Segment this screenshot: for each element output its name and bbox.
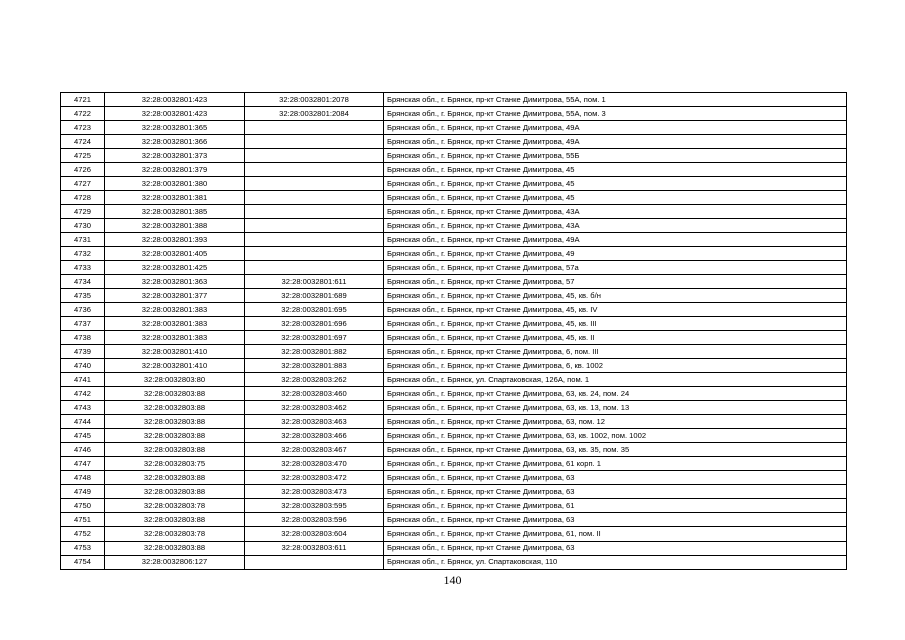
address-cell: Брянская обл., г. Брянск, пр-кт Станке Димитрова, 45, кв. б/н bbox=[384, 289, 847, 303]
object-cadastral-number-cell: 32:28:0032803:611 bbox=[245, 541, 384, 555]
row-number-cell: 4728 bbox=[61, 191, 105, 205]
table-row bbox=[61, 149, 847, 163]
land-cadastral-number-cell: 32:28:0032803:88 bbox=[105, 471, 245, 485]
land-cadastral-number-cell: 32:28:0032801:383 bbox=[105, 317, 245, 331]
land-cadastral-number-cell: 32:28:0032801:383 bbox=[105, 331, 245, 345]
address-cell: Брянская обл., г. Брянск, пр-кт Станке Димитрова, 6, пом. III bbox=[384, 345, 847, 359]
land-cadastral-number-cell: 32:28:0032803:88 bbox=[105, 429, 245, 443]
object-cadastral-number-cell: 32:28:0032803:470 bbox=[245, 457, 384, 471]
table-row bbox=[61, 401, 847, 415]
object-cadastral-number-cell: 32:28:0032801:611 bbox=[245, 275, 384, 289]
address-cell: Брянская обл., г. Брянск, пр-кт Станке Димитрова, 49 bbox=[384, 247, 847, 261]
row-number-cell: 4742 bbox=[61, 387, 105, 401]
land-cadastral-number-cell: 32:28:0032801:380 bbox=[105, 177, 245, 191]
land-cadastral-number-cell: 32:28:0032803:88 bbox=[105, 513, 245, 527]
table-row bbox=[61, 331, 847, 345]
row-number-cell: 4726 bbox=[61, 163, 105, 177]
object-cadastral-number-cell bbox=[245, 261, 384, 275]
object-cadastral-number-cell: 32:28:0032803:467 bbox=[245, 443, 384, 457]
object-cadastral-number-cell bbox=[245, 247, 384, 261]
object-cadastral-number-cell: 32:28:0032803:595 bbox=[245, 499, 384, 513]
row-number-cell: 4748 bbox=[61, 471, 105, 485]
object-cadastral-number-cell: 32:28:0032803:462 bbox=[245, 401, 384, 415]
registry-table bbox=[60, 92, 847, 570]
object-cadastral-number-cell: 32:28:0032801:697 bbox=[245, 331, 384, 345]
address-cell: Брянская обл., г. Брянск, пр-кт Станке Димитрова, 45 bbox=[384, 177, 847, 191]
address-cell: Брянская обл., г. Брянск, пр-кт Станке Димитрова, 45, кв. II bbox=[384, 331, 847, 345]
table-row bbox=[61, 163, 847, 177]
registry-table-body bbox=[61, 93, 847, 570]
table-row bbox=[61, 415, 847, 429]
row-number-cell: 4732 bbox=[61, 247, 105, 261]
address-cell: Брянская обл., г. Брянск, пр-кт Станке Димитрова, 63 bbox=[384, 485, 847, 499]
object-cadastral-number-cell bbox=[245, 205, 384, 219]
object-cadastral-number-cell: 32:28:0032803:466 bbox=[245, 429, 384, 443]
address-cell: Брянская обл., г. Брянск, ул. Спартаковская, 110 bbox=[384, 555, 847, 569]
row-number-cell: 4729 bbox=[61, 205, 105, 219]
land-cadastral-number-cell: 32:28:0032803:88 bbox=[105, 387, 245, 401]
row-number-cell: 4738 bbox=[61, 331, 105, 345]
land-cadastral-number-cell: 32:28:0032801:405 bbox=[105, 247, 245, 261]
address-cell: Брянская обл., г. Брянск, ул. Спартаковская, 126А, пом. 1 bbox=[384, 373, 847, 387]
table-row bbox=[61, 135, 847, 149]
land-cadastral-number-cell: 32:28:0032803:88 bbox=[105, 541, 245, 555]
land-cadastral-number-cell: 32:28:0032803:75 bbox=[105, 457, 245, 471]
object-cadastral-number-cell bbox=[245, 149, 384, 163]
row-number-cell: 4754 bbox=[61, 555, 105, 569]
table-row bbox=[61, 485, 847, 499]
table-row bbox=[61, 345, 847, 359]
object-cadastral-number-cell: 32:28:0032801:883 bbox=[245, 359, 384, 373]
row-number-cell: 4735 bbox=[61, 289, 105, 303]
land-cadastral-number-cell: 32:28:0032801:381 bbox=[105, 191, 245, 205]
row-number-cell: 4722 bbox=[61, 107, 105, 121]
land-cadastral-number-cell: 32:28:0032801:366 bbox=[105, 135, 245, 149]
row-number-cell: 4737 bbox=[61, 317, 105, 331]
table-row bbox=[61, 93, 847, 107]
row-number-cell: 4751 bbox=[61, 513, 105, 527]
object-cadastral-number-cell: 32:28:0032803:262 bbox=[245, 373, 384, 387]
object-cadastral-number-cell bbox=[245, 163, 384, 177]
object-cadastral-number-cell bbox=[245, 219, 384, 233]
land-cadastral-number-cell: 32:28:0032803:78 bbox=[105, 499, 245, 513]
row-number-cell: 4753 bbox=[61, 541, 105, 555]
object-cadastral-number-cell: 32:28:0032801:696 bbox=[245, 317, 384, 331]
table-row bbox=[61, 471, 847, 485]
row-number-cell: 4725 bbox=[61, 149, 105, 163]
table-row bbox=[61, 513, 847, 527]
land-cadastral-number-cell: 32:28:0032801:363 bbox=[105, 275, 245, 289]
row-number-cell: 4740 bbox=[61, 359, 105, 373]
table-row bbox=[61, 275, 847, 289]
page-number: 140 bbox=[443, 573, 462, 587]
land-cadastral-number-cell: 32:28:0032801:423 bbox=[105, 93, 245, 107]
table-row bbox=[61, 527, 847, 541]
table-row bbox=[61, 499, 847, 513]
address-cell: Брянская обл., г. Брянск, пр-кт Станке Димитрова, 63 bbox=[384, 471, 847, 485]
land-cadastral-number-cell: 32:28:0032801:379 bbox=[105, 163, 245, 177]
row-number-cell: 4749 bbox=[61, 485, 105, 499]
table-row bbox=[61, 541, 847, 555]
address-cell: Брянская обл., г. Брянск, пр-кт Станке Димитрова, 61 корп. 1 bbox=[384, 457, 847, 471]
address-cell: Брянская обл., г. Брянск, пр-кт Станке Димитрова, 6, кв. 1002 bbox=[384, 359, 847, 373]
object-cadastral-number-cell: 32:28:0032803:460 bbox=[245, 387, 384, 401]
address-cell: Брянская обл., г. Брянск, пр-кт Станке Димитрова, 63, кв. 1002, пом. 1002 bbox=[384, 429, 847, 443]
land-cadastral-number-cell: 32:28:0032801:385 bbox=[105, 205, 245, 219]
land-cadastral-number-cell: 32:28:0032803:80 bbox=[105, 373, 245, 387]
row-number-cell: 4727 bbox=[61, 177, 105, 191]
address-cell: Брянская обл., г. Брянск, пр-кт Станке Димитрова, 61, пом. II bbox=[384, 527, 847, 541]
address-cell: Брянская обл., г. Брянск, пр-кт Станке Димитрова, 49А bbox=[384, 233, 847, 247]
row-number-cell: 4743 bbox=[61, 401, 105, 415]
row-number-cell: 4739 bbox=[61, 345, 105, 359]
table-row bbox=[61, 261, 847, 275]
address-cell: Брянская обл., г. Брянск, пр-кт Станке Димитрова, 55Б bbox=[384, 149, 847, 163]
object-cadastral-number-cell bbox=[245, 191, 384, 205]
table-row bbox=[61, 555, 847, 569]
table-row bbox=[61, 191, 847, 205]
land-cadastral-number-cell: 32:28:0032803:88 bbox=[105, 443, 245, 457]
table-row bbox=[61, 205, 847, 219]
address-cell: Брянская обл., г. Брянск, пр-кт Станке Димитрова, 49А bbox=[384, 121, 847, 135]
land-cadastral-number-cell: 32:28:0032801:388 bbox=[105, 219, 245, 233]
row-number-cell: 4736 bbox=[61, 303, 105, 317]
table-row bbox=[61, 317, 847, 331]
row-number-cell: 4721 bbox=[61, 93, 105, 107]
table-row bbox=[61, 121, 847, 135]
address-cell: Брянская обл., г. Брянск, пр-кт Станке Димитрова, 45 bbox=[384, 163, 847, 177]
row-number-cell: 4750 bbox=[61, 499, 105, 513]
address-cell: Брянская обл., г. Брянск, пр-кт Станке Димитрова, 45, кв. III bbox=[384, 317, 847, 331]
address-cell: Брянская обл., г. Брянск, пр-кт Станке Димитрова, 43А bbox=[384, 205, 847, 219]
land-cadastral-number-cell: 32:28:0032801:425 bbox=[105, 261, 245, 275]
row-number-cell: 4741 bbox=[61, 373, 105, 387]
address-cell: Брянская обл., г. Брянск, пр-кт Станке Димитрова, 45 bbox=[384, 191, 847, 205]
address-cell: Брянская обл., г. Брянск, пр-кт Станке Димитрова, 45, кв. IV bbox=[384, 303, 847, 317]
address-cell: Брянская обл., г. Брянск, пр-кт Станке Димитрова, 61 bbox=[384, 499, 847, 513]
address-cell: Брянская обл., г. Брянск, пр-кт Станке Димитрова, 63 bbox=[384, 513, 847, 527]
land-cadastral-number-cell: 32:28:0032801:373 bbox=[105, 149, 245, 163]
object-cadastral-number-cell bbox=[245, 177, 384, 191]
object-cadastral-number-cell: 32:28:0032801:689 bbox=[245, 289, 384, 303]
address-cell: Брянская обл., г. Брянск, пр-кт Станке Димитрова, 63, пом. 12 bbox=[384, 415, 847, 429]
table-row bbox=[61, 373, 847, 387]
address-cell: Брянская обл., г. Брянск, пр-кт Станке Димитрова, 63, кв. 35, пом. 35 bbox=[384, 443, 847, 457]
table-row bbox=[61, 387, 847, 401]
table-row bbox=[61, 289, 847, 303]
row-number-cell: 4723 bbox=[61, 121, 105, 135]
row-number-cell: 4733 bbox=[61, 261, 105, 275]
address-cell: Брянская обл., г. Брянск, пр-кт Станке Димитрова, 63, кв. 13, пом. 13 bbox=[384, 401, 847, 415]
land-cadastral-number-cell: 32:28:0032803:78 bbox=[105, 527, 245, 541]
object-cadastral-number-cell bbox=[245, 121, 384, 135]
table-row bbox=[61, 219, 847, 233]
object-cadastral-number-cell: 32:28:0032803:596 bbox=[245, 513, 384, 527]
address-cell: Брянская обл., г. Брянск, пр-кт Станке Димитрова, 57а bbox=[384, 261, 847, 275]
object-cadastral-number-cell bbox=[245, 555, 384, 569]
table-row bbox=[61, 359, 847, 373]
object-cadastral-number-cell: 32:28:0032801:2084 bbox=[245, 107, 384, 121]
land-cadastral-number-cell: 32:28:0032801:410 bbox=[105, 359, 245, 373]
table-row bbox=[61, 429, 847, 443]
object-cadastral-number-cell: 32:28:0032803:463 bbox=[245, 415, 384, 429]
land-cadastral-number-cell: 32:28:0032803:88 bbox=[105, 415, 245, 429]
land-cadastral-number-cell: 32:28:0032801:377 bbox=[105, 289, 245, 303]
object-cadastral-number-cell bbox=[245, 135, 384, 149]
object-cadastral-number-cell: 32:28:0032803:604 bbox=[245, 527, 384, 541]
address-cell: Брянская обл., г. Брянск, пр-кт Станке Димитрова, 63 bbox=[384, 541, 847, 555]
land-cadastral-number-cell: 32:28:0032801:365 bbox=[105, 121, 245, 135]
row-number-cell: 4744 bbox=[61, 415, 105, 429]
row-number-cell: 4731 bbox=[61, 233, 105, 247]
row-number-cell: 4724 bbox=[61, 135, 105, 149]
table-row bbox=[61, 457, 847, 471]
row-number-cell: 4734 bbox=[61, 275, 105, 289]
address-cell: Брянская обл., г. Брянск, пр-кт Станке Димитрова, 55А, пом. 3 bbox=[384, 107, 847, 121]
address-cell: Брянская обл., г. Брянск, пр-кт Станке Димитрова, 63, кв. 24, пом. 24 bbox=[384, 387, 847, 401]
table-row bbox=[61, 443, 847, 457]
object-cadastral-number-cell: 32:28:0032801:695 bbox=[245, 303, 384, 317]
row-number-cell: 4746 bbox=[61, 443, 105, 457]
land-cadastral-number-cell: 32:28:0032801:393 bbox=[105, 233, 245, 247]
land-cadastral-number-cell: 32:28:0032801:410 bbox=[105, 345, 245, 359]
land-cadastral-number-cell: 32:28:0032801:383 bbox=[105, 303, 245, 317]
row-number-cell: 4747 bbox=[61, 457, 105, 471]
address-cell: Брянская обл., г. Брянск, пр-кт Станке Димитрова, 55А, пом. 1 bbox=[384, 93, 847, 107]
address-cell: Брянская обл., г. Брянск, пр-кт Станке Димитрова, 49А bbox=[384, 135, 847, 149]
object-cadastral-number-cell bbox=[245, 233, 384, 247]
address-cell: Брянская обл., г. Брянск, пр-кт Станке Димитрова, 57 bbox=[384, 275, 847, 289]
object-cadastral-number-cell: 32:28:0032803:473 bbox=[245, 485, 384, 499]
table-row bbox=[61, 177, 847, 191]
object-cadastral-number-cell: 32:28:0032801:882 bbox=[245, 345, 384, 359]
object-cadastral-number-cell: 32:28:0032803:472 bbox=[245, 471, 384, 485]
row-number-cell: 4730 bbox=[61, 219, 105, 233]
land-cadastral-number-cell: 32:28:0032806:127 bbox=[105, 555, 245, 569]
table-row bbox=[61, 247, 847, 261]
land-cadastral-number-cell: 32:28:0032803:88 bbox=[105, 485, 245, 499]
row-number-cell: 4745 bbox=[61, 429, 105, 443]
land-cadastral-number-cell: 32:28:0032803:88 bbox=[105, 401, 245, 415]
row-number-cell: 4752 bbox=[61, 527, 105, 541]
land-cadastral-number-cell: 32:28:0032801:423 bbox=[105, 107, 245, 121]
object-cadastral-number-cell: 32:28:0032801:2078 bbox=[245, 93, 384, 107]
table-row bbox=[61, 303, 847, 317]
address-cell: Брянская обл., г. Брянск, пр-кт Станке Димитрова, 43А bbox=[384, 219, 847, 233]
table-row bbox=[61, 233, 847, 247]
table-row bbox=[61, 107, 847, 121]
